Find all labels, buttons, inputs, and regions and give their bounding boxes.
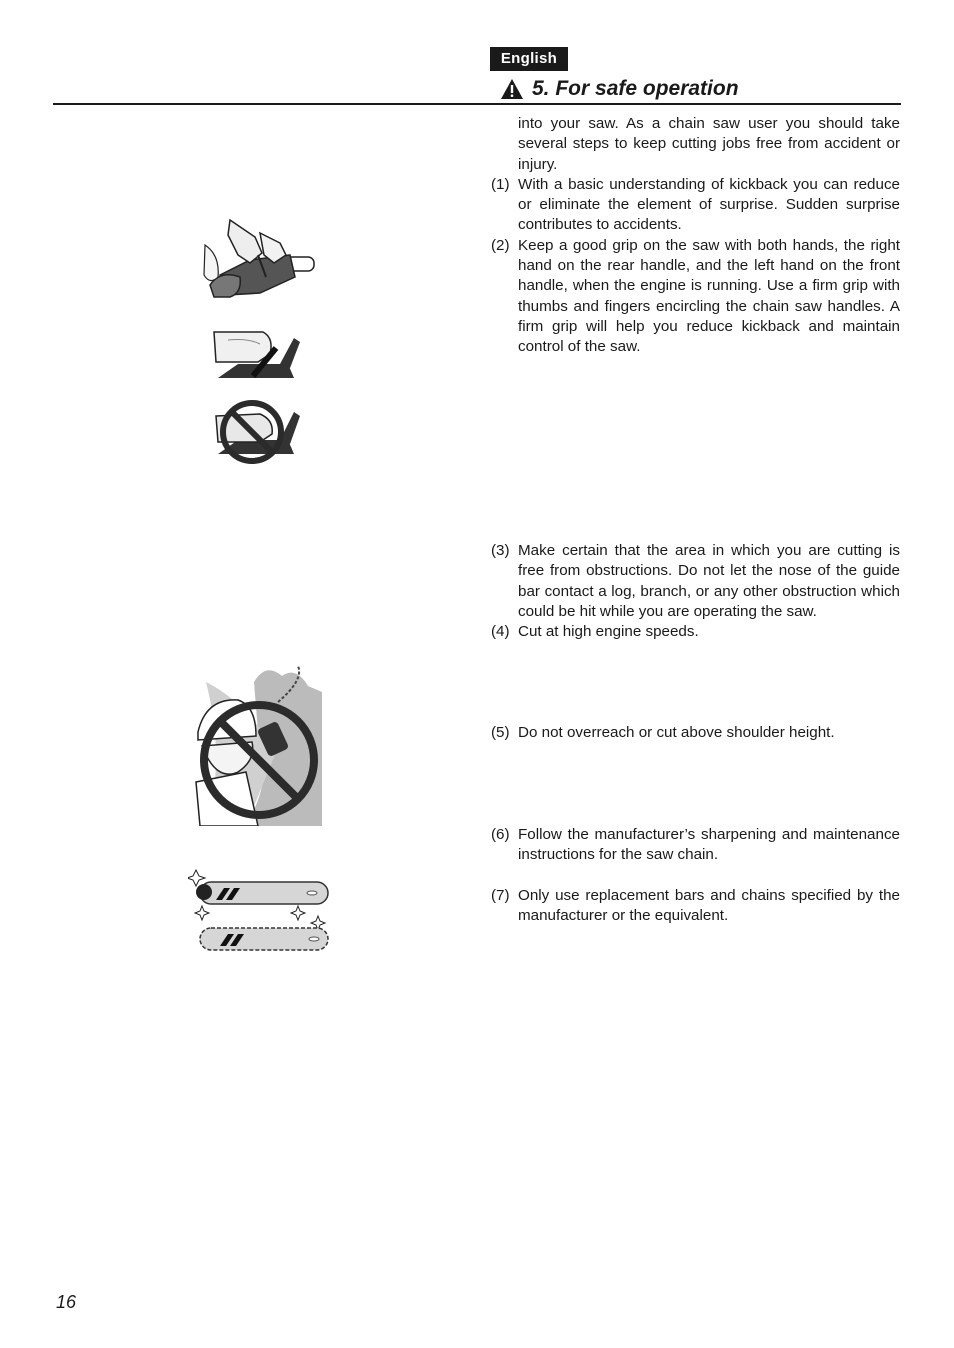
item-number: (2): [491, 236, 510, 254]
guide-bars-illustration: [188, 866, 332, 958]
text-block-5: [491, 886, 900, 927]
text-block-4: [491, 825, 900, 866]
text-block-1: [491, 114, 900, 358]
list-item-4: [491, 622, 900, 642]
item-text: Cut at high engine speeds.: [518, 623, 699, 641]
item-text: With a basic understanding of kickback you can reduce or eliminate the element of surprise. Sudden surprise contributes to accidents.: [518, 175, 900, 234]
wrong-grip-illustration: [208, 398, 304, 466]
item-text: Follow the manufacturer’s sharpening and maintenance instructions for the saw chain.: [518, 826, 900, 864]
text-block-3: [491, 723, 900, 743]
correct-grip-illustration: [208, 328, 304, 380]
item-number: (4): [491, 623, 510, 641]
list-item-6: [491, 825, 900, 866]
text-block-2: [491, 541, 900, 642]
section-title: [500, 75, 739, 103]
list-item-5: [491, 723, 900, 743]
item-number: (5): [491, 724, 510, 741]
item-text: Keep a good grip on the saw with both hands, the right hand on the rear handle, and the left hand on the front handle, when the engine is running. Use a firm grip with thumbs and fingers encircling the chain saw handles. A firm grip will help you reduce kickback and maintain control of the saw.: [518, 236, 900, 356]
saw-grip-illustration: [200, 215, 318, 300]
item-number: (3): [491, 542, 510, 559]
header-rule: [53, 103, 901, 105]
item-number: (7): [491, 887, 510, 904]
list-item-1: [491, 175, 900, 236]
overreach-illustration: [186, 662, 324, 826]
list-item-2: [491, 236, 900, 358]
item-text: Do not overreach or cut above shoulder height.: [518, 724, 835, 741]
language-badge: English: [490, 47, 568, 71]
list-item-3: [491, 541, 900, 622]
list-item-7: [491, 886, 900, 927]
section-title-text: 5. For safe operation: [532, 77, 739, 100]
item-text: Make certain that the area in which you are cutting is free from obstructions. Do not let the nose of the guide bar contact a log, branch, or any other obstruction which could be hit while you are operating the saw.: [518, 542, 900, 620]
warning-triangle-icon: [500, 78, 524, 100]
intro-paragraph: into your saw. As a chain saw user you should take several steps to keep cutting jobs free from accident or injury.: [518, 115, 900, 173]
item-number: (6): [491, 826, 510, 843]
item-number: (1): [491, 175, 510, 193]
item-text: Only use replacement bars and chains specified by the manufacturer or the equivalent.: [518, 887, 900, 925]
page-number: 16: [56, 1292, 77, 1312]
